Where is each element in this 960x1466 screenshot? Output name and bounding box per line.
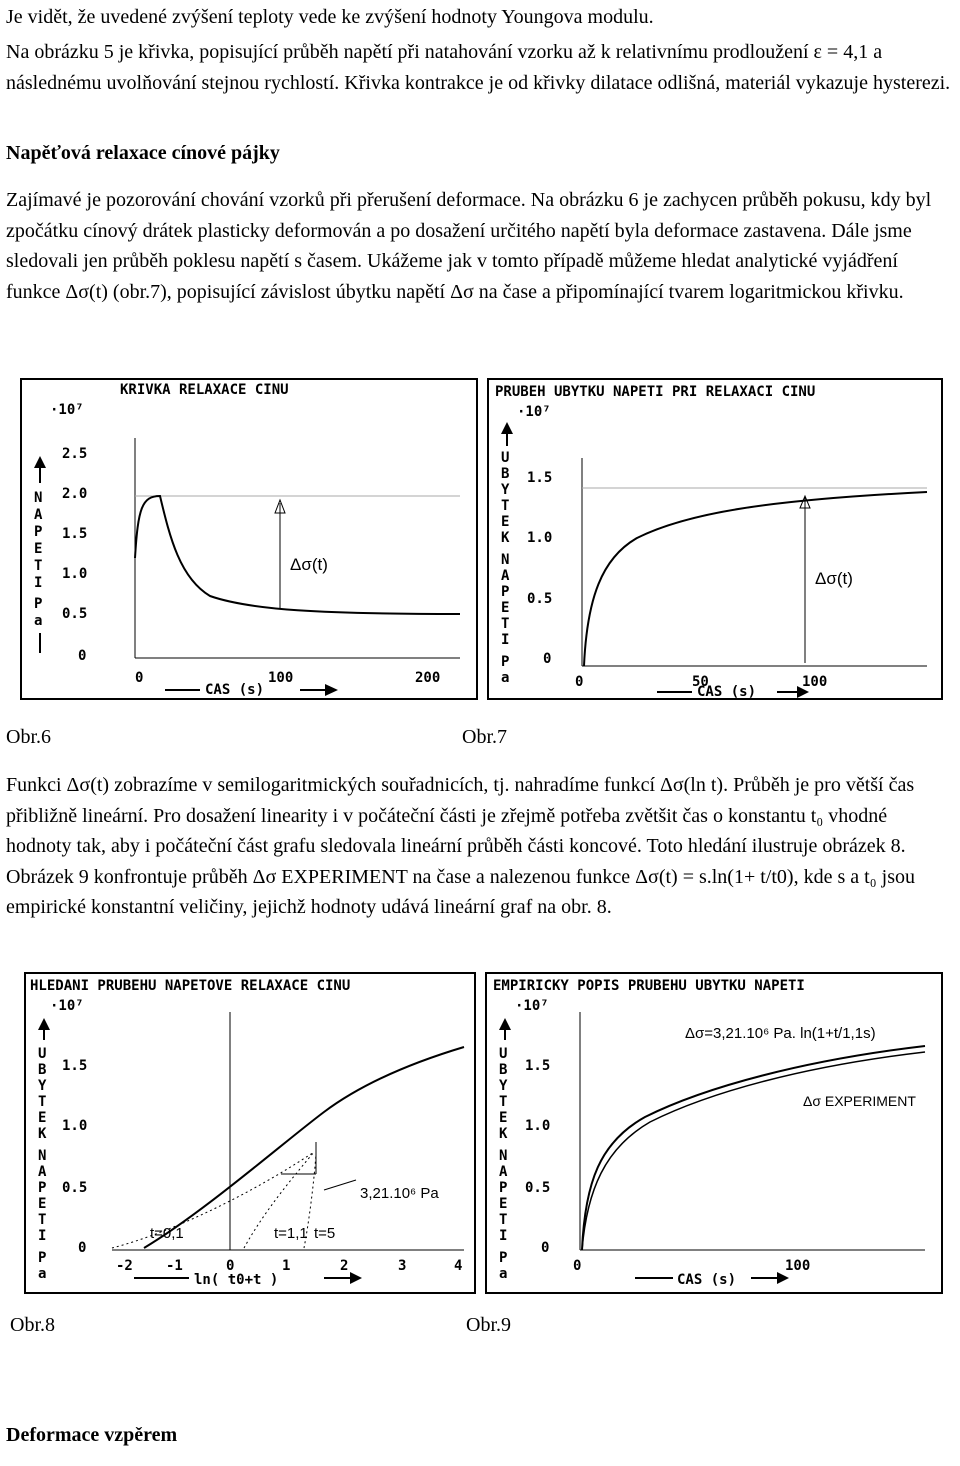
caption-figure-9: Obr.9: [466, 1314, 511, 1336]
figure-8-annotation: 3,21.10⁶ Pa: [360, 1185, 439, 1202]
fig8-xtick: 3: [398, 1258, 407, 1274]
figure-7-scale: ·10⁷: [517, 404, 551, 420]
figure-9-xlabel: CAS (s): [677, 1272, 737, 1288]
figure-7-annotation: Δσ(t): [815, 569, 853, 588]
figure-6-title: KRIVKA RELAXACE CINU: [120, 382, 289, 398]
section-heading-buckling: Deformace vzpěrem: [6, 1424, 178, 1446]
fig6-ytick: 1.5: [62, 526, 88, 542]
fig8-xtick: 4: [454, 1258, 463, 1274]
fig8-curve-label: t=5: [314, 1225, 336, 1242]
fig7-xtick: 0: [575, 674, 584, 690]
fig9-ytick: 1.5: [525, 1058, 551, 1074]
fig8-ytick: 0: [78, 1240, 87, 1256]
fig7-ytick: 0: [543, 651, 552, 667]
fig8-curve-label: t=1,1: [274, 1225, 308, 1242]
fig7-ytick: 1.0: [527, 530, 553, 546]
fig6-ytick: 0.5: [62, 606, 88, 622]
fig9-ytick: 0.5: [525, 1180, 551, 1196]
fig6-ytick: 2.0: [62, 486, 88, 502]
fig9-ytick: 1.0: [525, 1118, 551, 1134]
figure-7: [487, 378, 943, 700]
fig8-xtick: 2: [340, 1258, 349, 1274]
fig6-xtick: 200: [415, 670, 441, 686]
fig6-xtick: 0: [135, 670, 144, 686]
figure-6-scale: ·10⁷: [50, 402, 84, 418]
fig6-xtick: 100: [268, 670, 294, 686]
fig7-ytick: 1.5: [527, 470, 553, 486]
figure-6-ylabel: N A P E T I P a: [34, 490, 43, 629]
fig6-ytick: 1.0: [62, 566, 88, 582]
figure-7-ylabel: U B Y T E K N A P E T I P a: [501, 450, 510, 686]
figure-9-scale: ·10⁷: [515, 998, 549, 1014]
paragraph-relaxation: Zajímavé je pozorování chování vzorků při přerušení deformace. Na obrázku 6 je zachycen průběh pokusu, kdy byl zpočátku cínový drátek plasticky deformován a po dosažení určitého napětí byla deformace zastavena. Dále jsme sledovali jen průběh poklesu napětí s časem. Ukážeme jak v tomto případě můžeme hledat analytické vyjádření funkce Δσ(t) (obr.7), popisující závislost úbytku napětí Δσ na čase a připomínající tvarem logaritmickou křivku.: [6, 189, 932, 303]
fig7-xtick: 100: [802, 674, 828, 690]
figure-9: [485, 972, 943, 1294]
fig8-ytick: 1.0: [62, 1118, 88, 1134]
figure-6-xlabel: CAS (s): [205, 682, 265, 698]
fig9-ytick: 0: [541, 1240, 550, 1256]
figure-8-title: HLEDANI PRUBEHU NAPETOVE RELAXACE CINU: [30, 978, 351, 994]
figure-8: [24, 972, 476, 1294]
figure-8-xlabel: ln( t0+t ): [194, 1272, 279, 1288]
figure-7-xlabel: CAS (s): [697, 684, 757, 700]
fig8-ytick: 0.5: [62, 1180, 88, 1196]
fig6-ytick: 0: [78, 648, 87, 664]
caption-figure-7: Obr.7: [462, 726, 507, 748]
figure-8-scale: ·10⁷: [50, 998, 84, 1014]
fig8-xtick: -1: [166, 1258, 183, 1274]
paragraph-intro: Je vidět, že uvedené zvýšení teploty vede ke zvýšení hodnoty Youngova modulu.: [6, 6, 654, 28]
fig8-curve-label: t=0,1: [150, 1225, 184, 1242]
figure-7-title: PRUBEH UBYTKU NAPETI PRI RELAXACI CINU: [495, 384, 816, 400]
figure-9-title: EMPIRICKY POPIS PRUBEHU UBYTKU NAPETI: [493, 978, 805, 994]
figure-8-ylabel: U B Y T E K N A P E T I P a: [38, 1046, 47, 1282]
paragraph-figure5: Na obrázku 5 je křivka, popisující průběh napětí při natahování vzorku až k relativnímu prodloužení ε = 4,1 a následnému uvolňování stejnou rychlostí. Křivka kontrakce je od křivky dilatace odlišná, materiál vykazuje hysterezi.: [6, 41, 951, 94]
fig9-xtick: 100: [785, 1258, 811, 1274]
figure-6: [20, 378, 478, 700]
fig7-ytick: 0.5: [527, 591, 553, 607]
section-heading-relaxation: Napěťová relaxace cínové pájky: [6, 142, 280, 164]
figure-6-annotation: Δσ(t): [290, 555, 328, 574]
fig8-xtick: 0: [226, 1258, 235, 1274]
fig8-ytick: 1.5: [62, 1058, 88, 1074]
fig8-xtick: 1: [282, 1258, 291, 1274]
figure-9-experiment-label: Δσ EXPERIMENT: [803, 1093, 916, 1109]
caption-figure-6: Obr.6: [6, 726, 51, 748]
fig7-xtick: 50: [692, 674, 709, 690]
figure-9-ylabel: U B Y T E K N A P E T I P a: [499, 1046, 508, 1282]
fig8-xtick: -2: [116, 1258, 133, 1274]
figure-9-formula: Δσ=3,21.10⁶ Pa. ln(1+t/1,1s): [685, 1025, 876, 1042]
caption-figure-8: Obr.8: [10, 1314, 55, 1336]
fig6-ytick: 2.5: [62, 446, 88, 462]
paragraph-semilog: Funkci Δσ(t) zobrazíme v semilogaritmických souřadnicích, tj. nahradíme funkcí Δσ(ln t). Průběh je pro větší čas přibližně lineární. Pro dosažení linearity i v počáteční části je zřejmě potřeba zvětšit čas o konstantu t₀ vhodné hodnoty tak, aby i počáteční část grafu sledovala lineární průběh části koncové. Toto hledání ilustruje obrázek 8. Obrázek 9 konfrontuje průběh Δσ EXPERIMENT na čase a nalezenou funkce Δσ(t) = s.ln(1+ t/t0), kde s a t₀ jsou empirické konstantní veličiny, jejichž hodnoty udává lineární graf na obr. 8.: [6, 774, 915, 918]
fig9-xtick: 0: [573, 1258, 582, 1274]
